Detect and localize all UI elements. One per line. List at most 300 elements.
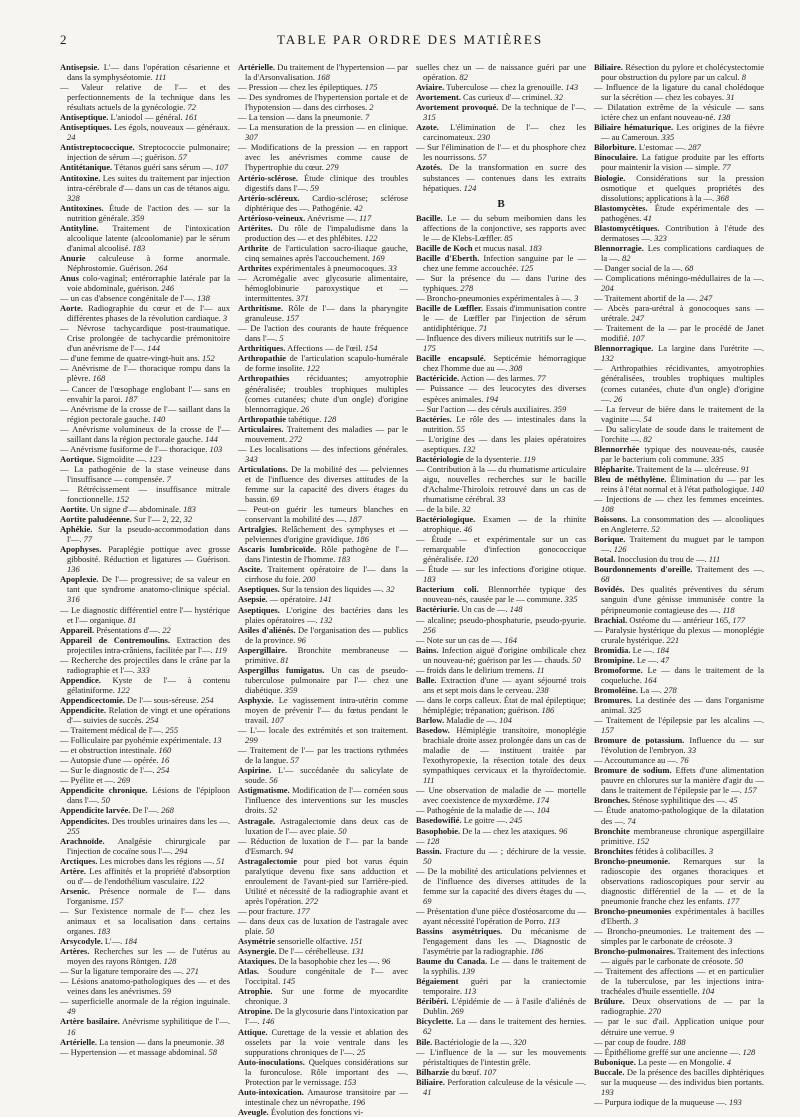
index-entry (60, 936, 230, 946)
page-reference: 175 (364, 82, 378, 93)
index-entry (60, 836, 230, 856)
page-reference: 183 (97, 926, 111, 937)
entry-headword: Anus (60, 272, 79, 283)
page-reference: 11 (536, 664, 545, 675)
index-entry (416, 293, 586, 303)
page-reference: 196 (352, 1096, 366, 1107)
entry-text: colo-vaginal; entérorraphie latérale par la voie abdominale, guérison. (67, 272, 230, 294)
entry-text: — L'— locale des extrémités et son traitement. (238, 725, 408, 736)
entry-headword: Bilorbiture. (594, 142, 637, 153)
entry-text: — Sur le diagnostic de l'—. (60, 765, 155, 776)
page-reference: 177 (297, 905, 310, 916)
index-entry (416, 1047, 586, 1067)
entry-headword: Antitétanique. (60, 162, 113, 173)
index-entry (594, 363, 764, 403)
index-entry (416, 62, 586, 82)
entry-headword: Blennorragie. (594, 242, 644, 253)
entry-headword: Botal. (594, 554, 616, 565)
entry-headword: Bacille encapsulé. (416, 353, 486, 364)
index-entry (594, 173, 764, 203)
index-entry (238, 504, 408, 524)
entry-headword: Bacterium coli. (416, 584, 479, 595)
index-entry (416, 514, 586, 534)
index-entry (60, 323, 230, 353)
index-entry (238, 524, 408, 544)
index-entry (594, 665, 764, 685)
index-entry (416, 996, 586, 1016)
page-reference: 160 (158, 745, 172, 756)
entry-headword: Artério-scléreux. (238, 192, 300, 203)
entry-headword: Asepsie. (238, 594, 268, 605)
entry-headword: Biliaire. (594, 62, 623, 72)
page-reference: 154 (364, 343, 378, 354)
index-entry (416, 956, 586, 976)
entry-headword: Bile. (416, 1036, 433, 1047)
index-entry (60, 946, 230, 966)
index-entry (416, 665, 586, 675)
index-entry (416, 303, 586, 333)
entry-text: Considérations sur la pression osmotique et quelques propriétés des dissolutions; applications à la —. (601, 172, 764, 203)
index-column-4 (594, 62, 765, 1107)
page-reference: 299 (245, 735, 258, 746)
section-letter: B (497, 197, 505, 210)
entry-text: Présentations d'—. (96, 624, 161, 635)
entry-text: — Lésions anatomo-pathologiques des — et des veines dans les anévrismes. (60, 976, 230, 997)
index-entry (60, 173, 230, 203)
entry-headword: Antiseptiques. (60, 122, 112, 133)
index-entry (60, 866, 230, 886)
page-reference: 270 (648, 1006, 661, 1017)
index-entry (416, 725, 586, 785)
page-reference: 120 (465, 554, 479, 565)
index-entry (60, 424, 230, 444)
index-entry (594, 464, 764, 474)
index-entry (238, 584, 408, 594)
entry-text: Sur l'— 2, 22, (133, 514, 182, 525)
index-entry (416, 464, 586, 504)
entry-text: Traitement des infections — aiguës par le carbonate de créosote. (601, 946, 764, 967)
index-entry (238, 966, 408, 986)
entry-text: Les égols, nouveaux — généraux. (113, 122, 230, 133)
page-reference: 128 (426, 835, 440, 846)
index-entry (594, 715, 764, 735)
page-reference: 122 (117, 684, 130, 695)
index-entry (238, 564, 408, 584)
entry-text: — de la bile. (416, 504, 460, 515)
entry-text: — Influence des divers milieux nutritifs sur le —. (416, 333, 586, 344)
index-entry (416, 253, 586, 273)
index-entry (60, 735, 230, 745)
index-entry (416, 604, 586, 614)
page-reference: 132 (462, 443, 476, 454)
entry-text: — et obstruction intestinale. (60, 745, 157, 756)
entry-text: Ostéome du — antérieur 165, (629, 614, 731, 625)
entry-headword: Antisepsie. (60, 62, 100, 72)
entry-headword: Bactériologique. (416, 514, 476, 525)
page-reference: 54 (643, 413, 652, 424)
entry-headword: Bassins asymétriques. (416, 925, 503, 936)
entry-text: — Sur la présence du — dans l'urine des typhiques. (416, 272, 586, 293)
page-reference: 4 (726, 1056, 731, 1067)
page-reference: 57 (290, 755, 299, 766)
entry-text: L'estomac —. (638, 142, 687, 153)
entry-text: — Folliculaire par pyohémie expérimentale. (60, 735, 211, 746)
index-entry (238, 142, 408, 172)
entry-text: — Arthropathies récidivantes, amyotrophies généralisées, troubles trophiques multiples (cornes cutanées, chute d'un ongle) d'origine —. (594, 363, 764, 404)
index-entry (60, 444, 230, 454)
entry-headword: Arthropathies (238, 373, 290, 384)
entry-text: Présence normale de l'— dans l'organisme. (67, 885, 231, 906)
entry-text: — De la mobilité des articulations pelviennes et de l'influence des diverses attitudes de la femme sur la capacité des divers étages du —. (416, 865, 586, 896)
index-entry (594, 122, 764, 142)
page-reference: 2 (369, 102, 374, 113)
page-reference: 3 (633, 915, 638, 926)
page-reference: 308 (509, 363, 523, 374)
index-entry (594, 263, 764, 273)
page-reference: 77 (722, 162, 731, 173)
index-entry (594, 203, 764, 223)
entry-text: de l'articulation sacro-iliaque gauche, cinq semaines après l'accouchement. (245, 242, 408, 263)
entry-text: Traitement de la — ulcéreuse. (636, 463, 739, 474)
index-entry (416, 353, 586, 373)
entry-text: — Influence de la ligature du canal cholédoque sur la sécrétion — chez les cobayes. (594, 82, 764, 103)
index-entry (60, 605, 230, 625)
index-entry (416, 122, 586, 142)
page-reference: 140 (152, 413, 166, 424)
page-reference: 45 (729, 795, 738, 806)
entry-headword: Blennorrhée (594, 443, 640, 454)
entry-text: L'origine des bactéries dans les plaies opératoires —. (245, 604, 409, 625)
entry-text: suelles chez un — de naissance guéri par une opération. (416, 62, 586, 83)
index-entry (60, 775, 230, 785)
entry-headword: Aphékie. (60, 524, 93, 535)
entry-headword: Bégaiement (416, 976, 459, 987)
entry-headword: Aveugle. (238, 1106, 269, 1117)
page-reference: 56 (269, 775, 278, 786)
page-reference: 157 (286, 313, 299, 324)
entry-text: — Traitement de l'— par les tractions rythmées de la langue. (238, 745, 408, 766)
page-reference: 3 (728, 936, 733, 947)
entry-text: Le — du sebum meibomien dans les affections de la conjonctive, ses rapports avec le — de Klebs-Lœffler. (423, 212, 587, 243)
page-reference: 148 (509, 604, 523, 615)
entry-headword: Basedowifié. (416, 815, 462, 826)
entry-headword: Brachial. (594, 614, 628, 625)
entry-text: — La pathogénie de la stase veineuse dans l'insuffisance — compensée. (60, 463, 230, 484)
index-entry (594, 554, 764, 564)
entry-text: — un cas d'absence congénitale de l'—. (60, 293, 195, 304)
entry-text: Tétanos guéri sans sérum —. (114, 162, 214, 173)
page-reference: 50 (734, 956, 744, 967)
page-reference: 85 (504, 232, 513, 243)
entry-text: De la basophobie chez les —. (278, 956, 380, 967)
entry-text: — Dilatation extrême de la vésicule — sans ictère chez un enfant nouveau-né. (594, 102, 764, 123)
entry-headword: Appendice. (60, 674, 101, 685)
entry-text: Relâchement des symphyses et — pelviennes d'origine gravidique. (245, 524, 409, 545)
page-reference: 161 (184, 112, 198, 123)
page-reference: 359 (553, 403, 567, 414)
index-entry (238, 223, 408, 243)
page-reference: 132 (319, 614, 333, 625)
entry-text: tabétique. (288, 413, 322, 424)
entry-text: — Hypertension — et massage abdominal. (60, 1046, 207, 1057)
entry-text: Septicémie hémorragique chez l'homme due au —. (423, 353, 586, 374)
index-entry (594, 343, 764, 363)
index-entry (416, 846, 586, 866)
entry-headword: Arthrites (238, 262, 272, 273)
page-reference: 315 (423, 112, 436, 123)
entry-headword: Blastomycètes. (594, 202, 648, 213)
entry-headword: Boissons. (594, 514, 628, 525)
index-entry (60, 675, 230, 695)
page-reference: 333 (136, 664, 150, 675)
page-reference: 255 (67, 825, 80, 836)
entry-headword: Barlow. (416, 715, 445, 725)
page-reference: 3 (222, 313, 228, 324)
index-entry (416, 333, 586, 353)
index-entry (60, 524, 230, 544)
page-reference: 335 (564, 594, 578, 605)
page-reference: 144 (205, 433, 218, 444)
index-entry (60, 253, 230, 273)
entry-headword: Avortement. (416, 92, 461, 103)
page-reference: 325 (628, 705, 642, 715)
entry-headword: Broncho-pneumonies (594, 905, 672, 916)
index-entry (60, 293, 230, 303)
page-reference: 107 (215, 162, 228, 173)
index-entry (416, 584, 586, 604)
entry-headword: Aortique. (60, 453, 95, 464)
entry-headword: Bromures. (594, 694, 633, 705)
entry-text: Traitement de l'intoxication alcoolique latente (alcoolomanie) par le sérum d'animal alcoolisé. (67, 222, 230, 253)
index-entry (594, 625, 764, 645)
entry-text: — Traitement des affections — et en particulier de la tuberculose, par les injections intra-trachéales d'huile essentielle. (594, 966, 764, 997)
index-entry (238, 645, 408, 665)
entry-headword: Auto-inoculations. (238, 1056, 305, 1067)
entry-text: — Traitement abortif de la —. (594, 293, 698, 304)
page-reference: 316 (67, 594, 80, 605)
entry-headword: Articulaires. (238, 423, 284, 434)
entry-text: typique des nouveau-nés, causée par le bacterium coli commune. (601, 443, 764, 464)
page-reference: 32 (462, 504, 471, 515)
index-entry (60, 404, 230, 424)
index-entry (238, 323, 408, 343)
index-entry (238, 243, 408, 263)
page-reference: 55 (456, 423, 466, 434)
page-reference: 343 (245, 453, 258, 464)
entry-text: Tuberculose — chez la grenouille. (446, 82, 564, 93)
page-reference: 183 (132, 242, 146, 253)
index-entry (238, 725, 408, 745)
entry-headword: Aseptiques. (238, 584, 280, 595)
index-entry (416, 926, 586, 956)
page-reference: 307 (245, 132, 258, 143)
index-entry (594, 444, 764, 464)
index-entry (416, 383, 586, 403)
page-reference: 187 (124, 393, 138, 404)
entry-headword: Artérites. (238, 222, 273, 233)
entry-text: Le —. (636, 654, 659, 665)
index-entry (594, 1016, 764, 1036)
page-reference: 186 (541, 704, 555, 715)
entry-text: Analgésie chirurgicale par l'injection de cocaïne sous l'—. (67, 835, 231, 856)
entry-text: Infection aiguë d'origine ombilicale chez un nouveau-né; guérison par les — chauds. (423, 644, 587, 665)
entry-text: — Du salicylate de soude dans le traitement de l'orchite —. (594, 423, 764, 444)
index-entry (594, 293, 764, 303)
entry-headword: Antityline. (60, 222, 99, 233)
entry-text: Infection sanguine par le — chez une femme accouchée. (423, 252, 587, 273)
entry-text: — Traitement de l'épilepsie par les alcalins —. (594, 715, 764, 726)
entry-headword: Aspergillaire. (238, 644, 288, 655)
index-entry (416, 213, 586, 243)
page-reference: 41 (423, 1086, 432, 1097)
index-entry (594, 1047, 764, 1057)
entry-text: — Pathogénie de la maladie de —. (416, 805, 535, 816)
entry-text: — dans deux cas de luxation de l'astragale avec plaie. (238, 915, 408, 937)
page-reference: 132 (601, 353, 614, 364)
index-entry (238, 936, 408, 946)
entry-text: membraneuse chronique aspergillaire primitive. (601, 825, 765, 846)
index-entry (238, 1027, 408, 1057)
index-entry (238, 594, 408, 604)
page-reference: 52 (651, 524, 660, 535)
entry-text: Blennorrhée typique des nouveau-nés, causée par le — commune. (423, 584, 587, 605)
page-reference: 117 (359, 212, 372, 223)
page-reference: 33 (388, 262, 397, 273)
entry-text: — d'une femme de quatre-vingt-huit ans. (60, 353, 200, 364)
entry-headword: Artère basilaire. (60, 1016, 120, 1027)
page-reference: 271 (186, 966, 199, 977)
entry-text: — Autopsie d'une — opérée. (60, 755, 159, 766)
entry-text: La tension — dans la pneumonie. (99, 1036, 214, 1047)
page-reference: 57 (478, 152, 487, 163)
index-entry (594, 765, 764, 795)
entry-text: Remarques sur la radioscopie des organes thoraciques et observations radioscopiques pour servir au diagnostic différentiel de la — et de la pneumonie franche chez les enfants. (601, 855, 765, 906)
entry-text: — par le suc d'ail. Application unique pour détruire une verrue. (594, 1016, 764, 1037)
entry-text: Sténose syphilitique des —. (632, 795, 728, 806)
index-entry (60, 745, 230, 755)
index-entry (60, 363, 230, 383)
entry-text: — Sur l'action — des céruls auxiliaires. (416, 403, 552, 414)
page-reference: 371 (296, 293, 309, 304)
entry-headword: Bacille. (416, 212, 443, 223)
entry-text: — Recherche des projectiles dans le crâne par la radiographie et l'—. (60, 654, 230, 675)
index-entry (416, 1037, 586, 1047)
page-reference: 264 (154, 262, 168, 273)
entry-text: Hémiplégie transitoire, monoplégie brachiale droite assez prolongée dans un cas de maladie de — instituent traitée par l'exothyropexie, la résection totale des deux sympathiques cervicaux et la thyroïdectomie. (423, 725, 587, 776)
page-reference: 31 (726, 92, 735, 103)
index-entry (238, 173, 408, 193)
index-entry (594, 996, 764, 1016)
page-reference: 144 (147, 343, 161, 354)
entry-text: Du mécanisme de l'engagement dans les —. Diagnostic de l'asymétrie par la radiographie. (423, 925, 586, 957)
entry-text: Curettage de la vessie et ablation des osselets par la voie ventrale dans les suppurations chroniques de l'—. (245, 1026, 408, 1057)
entry-text: Le — dans le traitement de la coqueluche. (601, 664, 765, 685)
entry-headword: Arthritiques. (238, 343, 286, 354)
page-number: 2 (60, 32, 67, 47)
page-reference: 26 (300, 403, 310, 414)
page-reference: 119 (523, 453, 536, 464)
page-reference: 138 (717, 112, 731, 123)
entry-text: — Modifications de la pression — en rapport avec les anévrismes comme cause de l'hypertrophie du cœur. (238, 142, 408, 173)
entry-headword: Astragale. (238, 815, 276, 826)
entry-headword: Arachnoïde. (60, 835, 105, 846)
entry-text: Évolution des fonctions vi- (270, 1106, 364, 1117)
entry-headword: Bilharzie (416, 1066, 450, 1077)
entry-headword: Arsycodyle. (60, 936, 103, 947)
entry-text: — alcaline; pseudo-phosphaturie, pseudo-pyurie. (416, 614, 586, 625)
index-entry (60, 1047, 230, 1057)
page-reference: 153 (343, 1076, 357, 1087)
entry-text: Le goitre —. (463, 815, 508, 826)
page-reference: 113 (547, 915, 560, 926)
index-entry (60, 1037, 230, 1047)
entry-headword: Artère. (60, 865, 87, 876)
entry-headword: Artérioso-veineux. (238, 212, 306, 223)
index-entry (416, 715, 586, 725)
entry-headword: Basophobie. (416, 825, 461, 836)
index-entry (416, 162, 586, 192)
entry-text: — Sur l'existence normale de l'— chez les animaux et sa localisation dans certains organes. (60, 905, 230, 937)
entry-text: Examen — de la rhinite atrophique. (423, 514, 586, 535)
entry-headword: Ascite. (238, 564, 263, 575)
entry-headword: Astragalectomie (238, 855, 298, 866)
entry-text: De la mobilité des — pelviennes et de l'influence des diverses attitudes de la femme sur la capacité des divers étages du bassin. (245, 463, 409, 505)
index-entry (594, 846, 764, 856)
page-reference: 104 (499, 715, 512, 725)
index-entry (238, 625, 408, 645)
page-reference: 7 (365, 112, 370, 123)
entry-headword: Antiseptique. (60, 112, 109, 123)
page-reference: 68 (684, 262, 694, 273)
entry-text: — L'influence de la — sur les mouvements péristaltiques de l'intestin grêle. (416, 1046, 586, 1067)
index-entry (238, 946, 408, 956)
entry-text: Bronchite membraneuse — primitive. (245, 644, 408, 665)
entry-text: — Étude — sur les infections d'origine otique. (416, 564, 586, 575)
page-reference: 51 (216, 855, 225, 866)
page-reference: 50 (101, 795, 110, 806)
entry-text: — Les localisations — des infections générales. (238, 443, 408, 454)
index-column-2 (238, 62, 409, 1117)
index-entry (238, 353, 408, 373)
index-entry (60, 82, 230, 112)
entry-headword: Attique. (238, 1026, 268, 1037)
page-reference: 118 (722, 604, 735, 615)
entry-text: Le —. (632, 644, 655, 655)
page-reference: 186 (356, 534, 369, 545)
entry-text: La — dans le traitement des hernies. (456, 1016, 587, 1027)
entry-headword: Artérielle. (238, 62, 276, 72)
entry-text: — Broncho-pneumonies. Le traitement des — simples par le carbonate de créosote. (594, 926, 764, 947)
entry-text: Quelques considérations sur la furonculose. Rôle important des —. Protection par le vernissage. (245, 1056, 409, 1087)
entry-text: De l'—. (132, 805, 160, 816)
entry-text: La consommation des — alcooliques en Angleterre. (601, 514, 764, 535)
entry-text: de l'articulation scapulo-humérale de forme insolite. (245, 353, 409, 374)
entry-headword: Bubonique. (594, 1056, 636, 1067)
index-entry (594, 946, 764, 966)
entry-text: Modification de l'— cornéen sous l'influence des interventions sur les muscles droits. (245, 785, 408, 816)
entry-text: De la glycosurie dans l'intoxication par l'—. (245, 1006, 409, 1027)
entry-headword: Asiles d'aliénés. (238, 624, 296, 635)
index-entry (416, 615, 586, 635)
index-entry (60, 1016, 230, 1036)
entry-text: Radiographie du cœur et de l'— aux différentes phases de la révolution cardiaque. (67, 303, 231, 324)
entry-text: Fracture du — ; déchirure de la vessie. (445, 845, 587, 856)
entry-headword: Brûlure. (594, 996, 625, 1007)
entry-text: Les affinités et la propriété d'absorption ou d'— de l'endothélium vasculaire. (67, 865, 230, 886)
page-reference: 272 (289, 433, 303, 444)
entry-headword: Bicyclette. (416, 1016, 454, 1027)
index-entry (594, 564, 764, 584)
